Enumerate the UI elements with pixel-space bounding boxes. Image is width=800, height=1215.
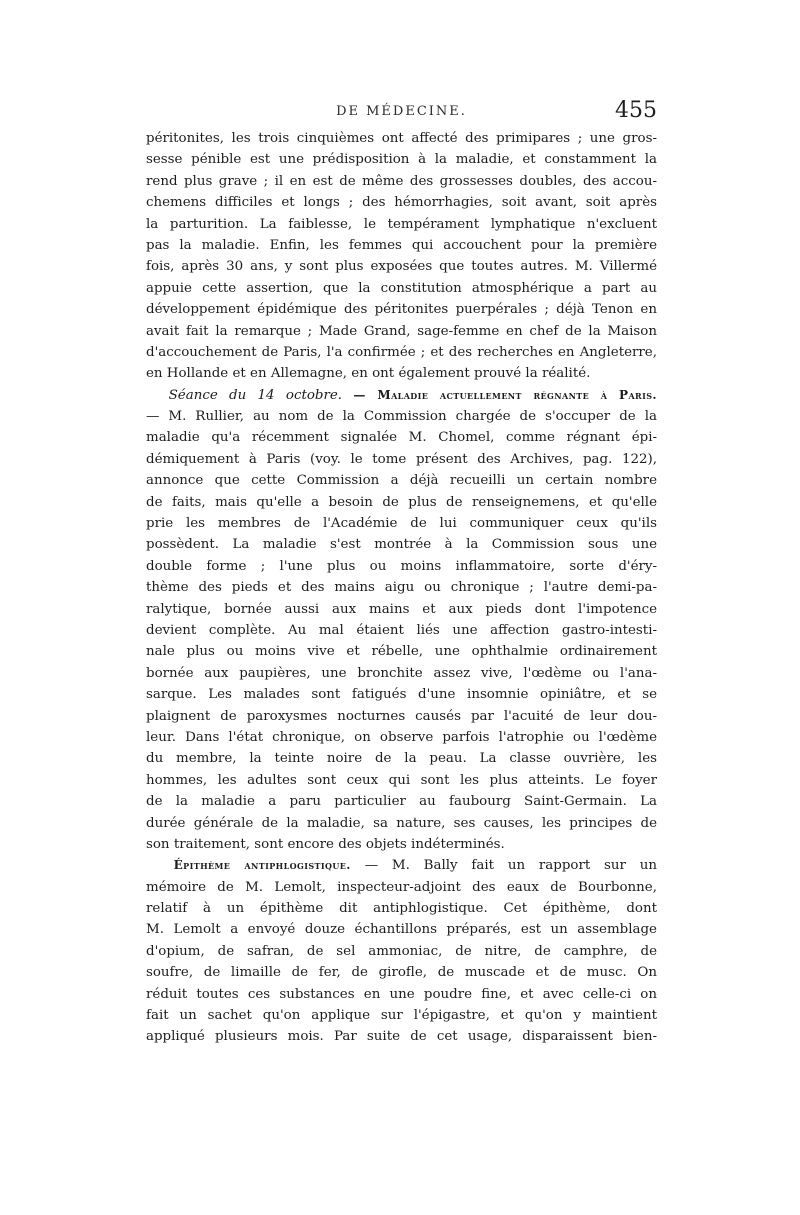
text-line: prie les membres de l'Académie de lui communiquer ceux qu'ils — [146, 516, 657, 532]
text-line: pas la maladie. Enfin, les femmes qui accouchent pour la première — [146, 237, 657, 253]
text-line: leur. Dans l'état chronique, on observe parfois l'atrophie ou l'œdème — [146, 729, 657, 745]
text-line: du membre, la teinte noire de la peau. La classe ouvrière, les — [146, 751, 657, 767]
text-line: devient complète. Au mal étaient liés une affection gastro-intesti- — [146, 622, 657, 638]
text-line: possèdent. La maladie s'est montrée à la Commission sous une — [146, 537, 657, 553]
text-line: son traitement, sont encore des objets indéterminés. — [146, 836, 505, 852]
text-line: péritonites, les trois cinquièmes ont affecté des primipares ; une gros- — [146, 131, 657, 146]
text-line: soufre, de limaille de fer, de girofle, de muscade et de musc. On — [146, 965, 657, 981]
text-line: appuie cette assertion, que la constitution atmosphérique a part au — [146, 280, 657, 296]
running-head: DE MÉDECINE. — [336, 104, 467, 119]
text-line: bornée aux paupières, une bronchite assez vive, l'œdème ou l'ana- — [146, 665, 657, 681]
text-line: avait fait la remarque ; Made Grand, sage-femme en chef de la Maison — [146, 323, 657, 339]
text-run: — M. Bally fait un rapport sur un — [364, 858, 657, 874]
text-line: — M. Rullier, au nom de la Commission chargée de s'occuper de la — [146, 409, 657, 425]
page-number: 455 — [615, 98, 657, 123]
text-line: nale plus ou moins vive et rébelle, une ophthalmie ordinairement — [146, 644, 657, 660]
session-line — [146, 385, 657, 406]
text-line: rend plus grave ; il en est de même des grossesses doubles, des accou- — [146, 173, 657, 189]
page-body — [146, 128, 657, 1048]
text-line: fait un sachet qu'on applique sur l'épigastre, et qu'on y maintient — [146, 1008, 657, 1024]
section-heading: — Maladie actuellement régnante à Paris. — [353, 387, 657, 402]
heading-line — [146, 855, 657, 876]
page-header — [146, 98, 657, 132]
text-line: hommes, les adultes sont ceux qui sont les plus atteints. Le foyer — [146, 772, 657, 788]
text-line: sesse pénible est une prédisposition à la maladie, et constamment la — [146, 152, 657, 168]
text-line: relatif à un épithème dit antiphlogistique. Cet épithème, dont — [146, 901, 657, 917]
text-line: la parturition. La faiblesse, le tempérament lymphatique n'excluent — [146, 216, 657, 232]
text-line: de faits, mais qu'elle a besoin de plus de renseignemens, et qu'elle — [146, 494, 657, 510]
text-line: d'accouchement de Paris, l'a confirmée ; et des recherches en Angleterre, — [146, 344, 657, 360]
text-line: thème des pieds et des mains aigu ou chronique ; l'autre demi-pa- — [146, 580, 657, 596]
session-date: Séance du 14 octobre. — [168, 387, 343, 403]
text-line: démiquement à Paris (voy. le tome présent des Archives, pag. 122), — [146, 451, 657, 467]
text-line: maladie qu'a récemment signalée M. Chomel, comme régnant épi- — [146, 430, 657, 446]
text-line: fois, après 30 ans, y sont plus exposées que toutes autres. M. Villermé — [146, 259, 657, 275]
text-line: sarque. Les malades sont fatigués d'une insomnie opiniâtre, et se — [146, 687, 657, 703]
text-line: ralytique, bornée aussi aux mains et aux pieds dont l'impotence — [146, 601, 657, 617]
paragraph-2 — [146, 385, 657, 856]
text-line: réduit toutes ces substances en une poudre fine, et avec celle-ci on — [146, 986, 657, 1002]
text-line: chemens difficiles et longs ; des hémorrhagies, soit avant, soit après — [146, 195, 657, 211]
text-line: mémoire de M. Lemolt, inspecteur-adjoint des eaux de Bourbonne, — [146, 879, 657, 895]
text-line: double forme ; l'une plus ou moins inflammatoire, sorte d'éry- — [146, 558, 657, 574]
text-line: d'opium, de safran, de sel ammoniac, de nitre, de camphre, de — [146, 943, 657, 959]
text-line: annonce que cette Commission a déjà recueilli un certain nombre — [146, 473, 657, 489]
text-line: en Hollande et en Allemagne, en ont également prouvé la réalité. — [146, 366, 591, 382]
paragraph-1 — [146, 128, 657, 385]
text-line: appliqué plusieurs mois. Par suite de cet usage, disparaissent bien- — [146, 1029, 657, 1045]
text-line: développement épidémique des péritonites puerpérales ; déjà Tenon en — [146, 302, 657, 318]
text-line: de la maladie a paru particulier au faubourg Saint-Germain. La — [146, 794, 657, 810]
paragraph-3 — [146, 855, 657, 1048]
text-line: plaignent de paroxysmes nocturnes causés par l'acuité de leur dou- — [146, 708, 657, 724]
text-line: M. Lemolt a envoyé douze échantillons préparés, est un assemblage — [146, 922, 657, 938]
section-heading: Épithème antiphlogistique. — [173, 858, 351, 873]
text-line: durée générale de la maladie, sa nature, ses causes, les principes de — [146, 815, 657, 831]
